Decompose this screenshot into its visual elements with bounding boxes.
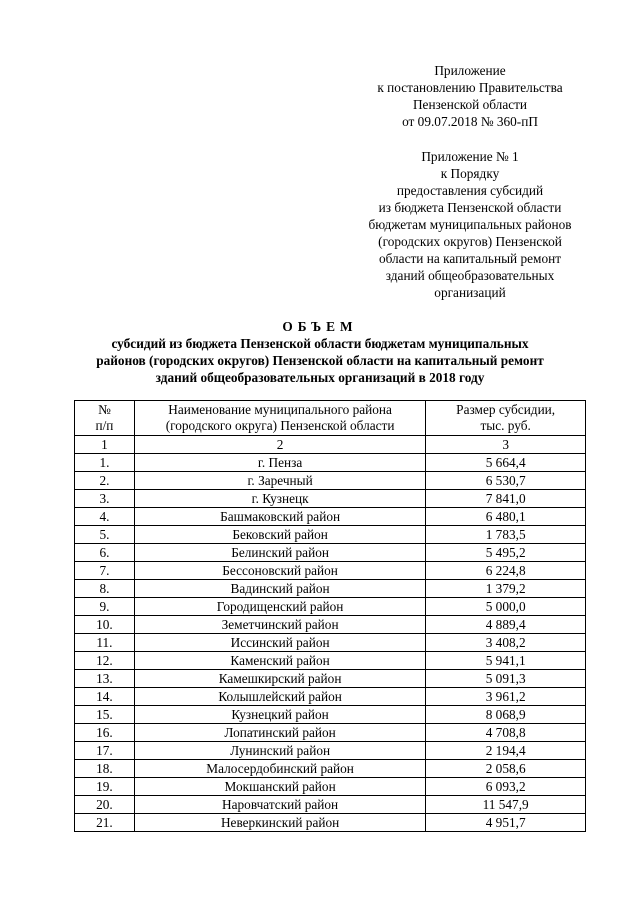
subsidy-amount: 3 961,2 [426, 688, 586, 706]
district-name: Наровчатский район [134, 796, 425, 814]
district-name: Колышлейский район [134, 688, 425, 706]
document-title [0, 318, 640, 386]
row-number: 2. [75, 472, 135, 490]
annex-line: Приложение [434, 63, 506, 78]
district-name: Каменский район [134, 652, 425, 670]
row-number: 9. [75, 598, 135, 616]
annex-line: к постановлению Правительства [377, 80, 563, 95]
annex-sub-line: к Порядку [440, 166, 500, 181]
district-name: Вадинский район [134, 580, 425, 598]
district-name: Бессоновский район [134, 562, 425, 580]
subsidy-amount: 6 093,2 [426, 778, 586, 796]
district-name: Башмаковский район [134, 508, 425, 526]
annex-sub-line: предоставления субсидий [396, 183, 544, 198]
subsidy-amount: 11 547,9 [426, 796, 586, 814]
table-row [75, 616, 586, 634]
header-amount: Размер субсидии, тыс. руб. [426, 401, 586, 436]
subsidy-amount: 4 889,4 [426, 616, 586, 634]
row-number: 14. [75, 688, 135, 706]
subsidy-amount: 6 224,8 [426, 562, 586, 580]
row-number: 19. [75, 778, 135, 796]
table-row [75, 670, 586, 688]
subsidy-amount: 1 783,5 [426, 526, 586, 544]
subsidy-amount: 1 379,2 [426, 580, 586, 598]
district-name: Лопатинский район [134, 724, 425, 742]
column-number-row [75, 436, 586, 454]
annex-sub-line: из бюджета Пензенской области [378, 200, 562, 215]
table-body [75, 454, 586, 832]
district-name: Лунинский район [134, 742, 425, 760]
table-row [75, 724, 586, 742]
subsidy-amount: 6 530,7 [426, 472, 586, 490]
subsidy-amount: 8 068,9 [426, 706, 586, 724]
row-number: 5. [75, 526, 135, 544]
title-line: районов (городских округов) Пензенской области на капитальный ремонт [96, 353, 544, 368]
district-name: Бековский район [134, 526, 425, 544]
district-name: Иссинский район [134, 634, 425, 652]
district-name: Городищенский район [134, 598, 425, 616]
header-number: № п/п [75, 401, 135, 436]
district-name: Кузнецкий район [134, 706, 425, 724]
column-number: 2 [134, 436, 425, 454]
table-row [75, 742, 586, 760]
table-row [75, 490, 586, 508]
annex-sub-line: области на капитальный ремонт [378, 251, 562, 266]
district-name: Мокшанский район [134, 778, 425, 796]
table-row [75, 652, 586, 670]
row-number: 1. [75, 454, 135, 472]
row-number: 13. [75, 670, 135, 688]
district-name: Белинский район [134, 544, 425, 562]
annex-sub-line: зданий общеобразовательных [385, 268, 555, 283]
column-number: 1 [75, 436, 135, 454]
subsidy-amount: 5 000,0 [426, 598, 586, 616]
table-row [75, 508, 586, 526]
subsidy-table [74, 400, 586, 832]
table-row [75, 814, 586, 832]
district-name: Земетчинский район [134, 616, 425, 634]
title-line: субсидий из бюджета Пензенской области бюджетам муниципальных [111, 336, 529, 351]
district-name: Малосердобинский район [134, 760, 425, 778]
subsidy-amount: 5 941,1 [426, 652, 586, 670]
table-row [75, 526, 586, 544]
subsidy-amount: 7 841,0 [426, 490, 586, 508]
column-number: 3 [426, 436, 586, 454]
row-number: 20. [75, 796, 135, 814]
district-name: Неверкинский район [134, 814, 425, 832]
table-row [75, 598, 586, 616]
row-number: 15. [75, 706, 135, 724]
row-number: 8. [75, 580, 135, 598]
annex-sub-line: бюджетам муниципальных районов [368, 217, 572, 232]
subsidy-amount: 4 951,7 [426, 814, 586, 832]
annex-line: от 09.07.2018 № 360-пП [402, 114, 538, 129]
table-row [75, 760, 586, 778]
title-line: зданий общеобразовательных организаций в 2018 году [155, 370, 485, 385]
subsidy-amount: 4 708,8 [426, 724, 586, 742]
row-number: 12. [75, 652, 135, 670]
district-name: г. Заречный [134, 472, 425, 490]
table-row [75, 544, 586, 562]
row-number: 11. [75, 634, 135, 652]
annex-sub-line: (городских округов) Пензенской [378, 234, 562, 249]
subsidy-amount: 5 664,4 [426, 454, 586, 472]
subsidy-amount: 5 495,2 [426, 544, 586, 562]
row-number: 3. [75, 490, 135, 508]
row-number: 7. [75, 562, 135, 580]
table-row [75, 634, 586, 652]
district-name: г. Кузнецк [134, 490, 425, 508]
table-row [75, 706, 586, 724]
title-heading: ОБЪЕМ [282, 319, 358, 334]
row-number: 6. [75, 544, 135, 562]
district-name: г. Пенза [134, 454, 425, 472]
annex-sub-line: Приложение № 1 [421, 149, 519, 164]
row-number: 10. [75, 616, 135, 634]
annex-line: Пензенской области [412, 97, 528, 112]
subsidy-amount: 2 194,4 [426, 742, 586, 760]
row-number: 4. [75, 508, 135, 526]
annex-sub-block [340, 148, 600, 301]
table-row [75, 688, 586, 706]
subsidy-amount: 3 408,2 [426, 634, 586, 652]
subsidy-amount: 5 091,3 [426, 670, 586, 688]
row-number: 18. [75, 760, 135, 778]
annex-reference-block [340, 62, 600, 130]
subsidy-amount: 6 480,1 [426, 508, 586, 526]
table-header-row [75, 401, 586, 436]
table-row [75, 472, 586, 490]
table-row [75, 454, 586, 472]
row-number: 21. [75, 814, 135, 832]
annex-sub-line: организаций [434, 285, 506, 300]
row-number: 17. [75, 742, 135, 760]
table-row [75, 796, 586, 814]
table-row [75, 778, 586, 796]
table-row [75, 580, 586, 598]
row-number: 16. [75, 724, 135, 742]
table-row [75, 562, 586, 580]
district-name: Камешкирский район [134, 670, 425, 688]
header-district: Наименование муниципального района (городского округа) Пензенской области [134, 401, 425, 436]
subsidy-amount: 2 058,6 [426, 760, 586, 778]
